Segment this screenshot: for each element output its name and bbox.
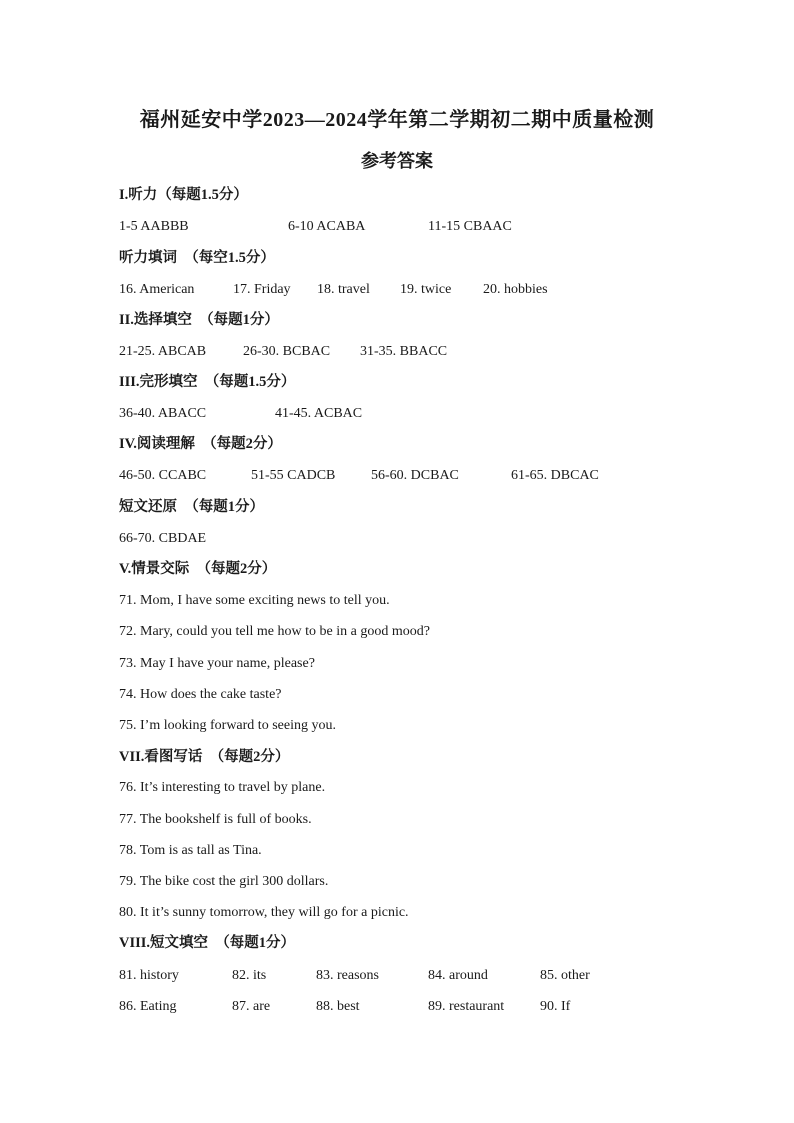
answer-row-choice xyxy=(119,341,719,363)
answer-item: 80. It it’s sunny tomorrow, they will go for a picnic. xyxy=(119,905,409,920)
answer-item: 74. How does the cake taste? xyxy=(119,687,282,702)
answer-item: 61-65. DBCAC xyxy=(511,468,599,483)
answer-item: 18. travel xyxy=(317,282,370,297)
answer-item: 82. its xyxy=(232,968,267,983)
answer-row-reading xyxy=(119,465,719,487)
answer-row-passage-fill-1 xyxy=(119,965,719,987)
answer-item: 85. other xyxy=(540,968,590,983)
answer-item: 78. Tom is as tall as Tina. xyxy=(119,843,262,858)
answer-item: 26-30. BCBAC xyxy=(243,344,331,359)
answer-item: 76. It’s interesting to travel by plane. xyxy=(119,780,326,795)
answer-item: 51-55 CADCB xyxy=(251,468,336,483)
answer-item: 46-50. CCABC xyxy=(119,468,207,483)
answer-item: 19. twice xyxy=(400,282,452,297)
answer-item: 1-5 AABBB xyxy=(119,219,189,234)
document-title: 福州延安中学2023—2024学年第二学期初二期中质量检测 xyxy=(139,109,655,131)
answer-item: 41-45. ACBAC xyxy=(275,406,363,421)
section-heading-picture-talk: VII.看图写话 （每题2分） xyxy=(119,749,290,765)
section-heading-situational: V.情景交际 （每题2分） xyxy=(119,561,277,577)
answer-item: 83. reasons xyxy=(316,968,379,983)
answer-item: 88. best xyxy=(316,999,360,1014)
answer-item: 71. Mom, I have some exciting news to tell you. xyxy=(119,593,390,608)
answer-item: 72. Mary, could you tell me how to be in a good mood? xyxy=(119,624,430,639)
answer-item: 31-35. BBACC xyxy=(360,344,448,359)
answer-item: 89. restaurant xyxy=(428,999,505,1014)
answer-item: 56-60. DCBAC xyxy=(371,468,459,483)
answer-item: 20. hobbies xyxy=(483,282,548,297)
answer-row-listening-fill xyxy=(119,279,719,301)
answer-item: 86. Eating xyxy=(119,999,177,1014)
answer-item: 36-40. ABACC xyxy=(119,406,207,421)
answer-item: 16. American xyxy=(119,282,195,297)
answer-row-cloze xyxy=(119,403,719,425)
answer-item: 11-15 CBAAC xyxy=(428,219,512,234)
answer-item: 84. around xyxy=(428,968,488,983)
answer-item: 77. The bookshelf is full of books. xyxy=(119,812,312,827)
answer-row-passage-fill-2 xyxy=(119,996,719,1018)
answer-row-listening xyxy=(119,216,719,238)
section-heading-listening-fill: 听力填词 （每空1.5分） xyxy=(119,250,275,266)
answer-item: 79. The bike cost the girl 300 dollars. xyxy=(119,874,329,889)
section-heading-passage-fill: VIII.短文填空 （每题1分） xyxy=(119,935,296,951)
answer-item: 81. history xyxy=(119,968,179,983)
section-heading-listening: I.听力（每题1.5分） xyxy=(119,187,248,203)
answer-item: 21-25. ABCAB xyxy=(119,344,207,359)
answer-item: 66-70. CBDAE xyxy=(119,531,207,546)
answer-item: 90. If xyxy=(540,999,571,1014)
section-heading-cloze: III.完形填空 （每题1.5分） xyxy=(119,374,296,390)
answer-item: 6-10 ACABA xyxy=(288,219,366,234)
section-heading-choice: II.选择填空 （每题1分） xyxy=(119,312,279,328)
answer-item: 87. are xyxy=(232,999,271,1014)
answer-item: 17. Friday xyxy=(233,282,291,297)
section-heading-reading: IV.阅读理解 （每题2分） xyxy=(119,436,282,452)
document-subtitle: 参考答案 xyxy=(361,151,433,171)
answer-item: 73. May I have your name, please? xyxy=(119,656,315,671)
section-heading-passage-restore: 短文还原 （每题1分） xyxy=(119,499,264,515)
answer-item: 75. I’m looking forward to seeing you. xyxy=(119,718,336,733)
